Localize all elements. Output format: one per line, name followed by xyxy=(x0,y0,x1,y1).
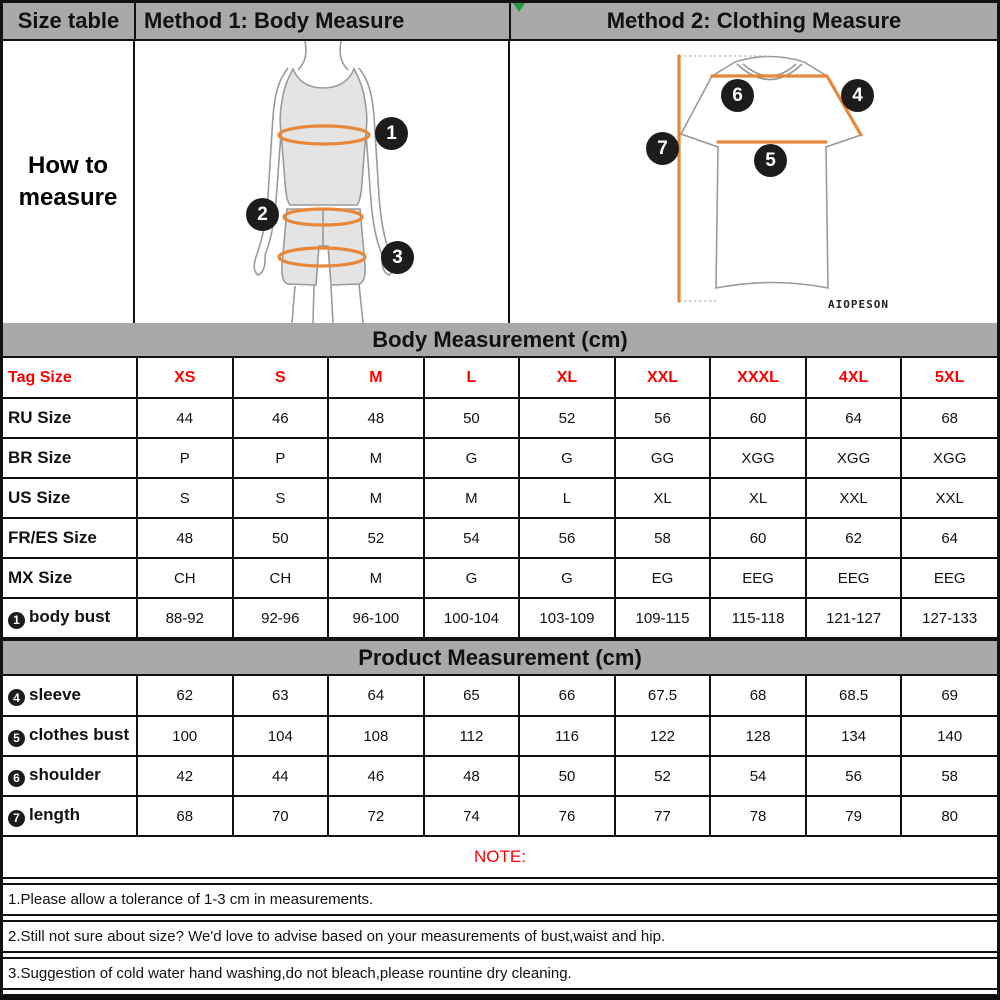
size-column-header: S xyxy=(233,358,329,398)
value-cell: 62 xyxy=(137,676,233,716)
shirt-marker-4: 4 xyxy=(841,79,874,112)
size-column-header: L xyxy=(424,358,520,398)
notes-list xyxy=(3,883,997,990)
row-label-text: clothes bust xyxy=(29,725,130,745)
row-marker-icon: 7 xyxy=(8,810,25,827)
value-cell: XL xyxy=(615,478,711,518)
size-column-header: M xyxy=(328,358,424,398)
green-corner-icon xyxy=(513,3,525,12)
size-column-header: XS xyxy=(137,358,233,398)
value-cell: 44 xyxy=(137,398,233,438)
value-cell: 56 xyxy=(615,398,711,438)
row-marker-icon: 5 xyxy=(8,730,25,747)
value-cell: 46 xyxy=(328,756,424,796)
row-label xyxy=(3,716,137,756)
body-figure-illustration xyxy=(135,41,510,323)
table-row xyxy=(3,558,997,598)
row-label-text: sleeve xyxy=(29,684,81,704)
row-marker-icon: 4 xyxy=(8,689,25,706)
body-measurement-table xyxy=(3,358,997,639)
value-cell: 48 xyxy=(424,756,520,796)
table-row xyxy=(3,756,997,796)
clothing-measure-diagram xyxy=(510,41,997,323)
value-cell: 54 xyxy=(424,518,520,558)
row-label xyxy=(3,398,137,438)
value-cell: M xyxy=(328,478,424,518)
value-cell: 74 xyxy=(424,796,520,836)
value-cell: 108 xyxy=(328,716,424,756)
value-cell: 69 xyxy=(901,676,997,716)
value-cell: GG xyxy=(615,438,711,478)
table-row xyxy=(3,598,997,638)
value-cell: 46 xyxy=(233,398,329,438)
value-cell: 72 xyxy=(328,796,424,836)
value-cell: 92-96 xyxy=(233,598,329,638)
size-column-header: XXL xyxy=(615,358,711,398)
row-label xyxy=(3,438,137,478)
value-cell: 68 xyxy=(901,398,997,438)
note-item xyxy=(3,883,997,916)
value-cell: CH xyxy=(233,558,329,598)
product-measurement-band xyxy=(3,639,997,676)
how-to-measure-cell xyxy=(3,41,135,323)
table-row xyxy=(3,478,997,518)
value-cell: 64 xyxy=(806,398,902,438)
brand-watermark: AIOPESON xyxy=(828,298,889,311)
row-label xyxy=(3,756,137,796)
value-cell: 76 xyxy=(519,796,615,836)
shirt-marker-7: 7 xyxy=(646,132,679,165)
value-cell: 58 xyxy=(901,756,997,796)
value-cell: 48 xyxy=(328,398,424,438)
value-cell: G xyxy=(424,558,520,598)
value-cell: 116 xyxy=(519,716,615,756)
value-cell: 60 xyxy=(710,518,806,558)
value-cell: XL xyxy=(710,478,806,518)
value-cell: 128 xyxy=(710,716,806,756)
row-marker-icon: 6 xyxy=(8,770,25,787)
value-cell: 50 xyxy=(519,756,615,796)
value-cell: XGG xyxy=(806,438,902,478)
value-cell: 60 xyxy=(710,398,806,438)
value-cell: L xyxy=(519,478,615,518)
value-cell: 63 xyxy=(233,676,329,716)
value-cell: 80 xyxy=(901,796,997,836)
diagram-row xyxy=(3,41,997,323)
body-marker-1: 1 xyxy=(375,117,408,150)
how-to-measure-label: How to measure xyxy=(18,151,118,211)
value-cell: CH xyxy=(137,558,233,598)
value-cell: 68 xyxy=(137,796,233,836)
value-cell: 66 xyxy=(519,676,615,716)
value-cell: 48 xyxy=(137,518,233,558)
value-cell: 121-127 xyxy=(806,598,902,638)
value-cell: P xyxy=(137,438,233,478)
body-marker-2: 2 xyxy=(246,198,279,231)
row-label-text: MX Size xyxy=(8,568,73,587)
value-cell: M xyxy=(328,558,424,598)
top-header xyxy=(3,3,997,41)
value-cell: 56 xyxy=(806,756,902,796)
value-cell: 62 xyxy=(806,518,902,558)
table-row xyxy=(3,438,997,478)
table-row xyxy=(3,518,997,558)
note-heading xyxy=(3,837,997,879)
table-row xyxy=(3,676,997,716)
row-label xyxy=(3,518,137,558)
size-column-header: XXXL xyxy=(710,358,806,398)
value-cell: 50 xyxy=(424,398,520,438)
row-label xyxy=(3,598,137,638)
size-header-row xyxy=(3,358,997,398)
size-table-title xyxy=(3,3,136,39)
value-cell: P xyxy=(233,438,329,478)
row-label xyxy=(3,796,137,836)
row-label-text: US Size xyxy=(8,488,71,507)
row-label-text: RU Size xyxy=(8,408,72,427)
value-cell: EG xyxy=(615,558,711,598)
row-label xyxy=(3,676,137,716)
value-cell: 68.5 xyxy=(806,676,902,716)
value-cell: 44 xyxy=(233,756,329,796)
note-item-text: 2.Still not sure about size? We'd love to advise based on your measurements of bust,waist and hip. xyxy=(8,928,666,945)
product-measurement-table xyxy=(3,676,997,837)
value-cell: EEG xyxy=(806,558,902,598)
value-cell: G xyxy=(519,558,615,598)
value-cell: 104 xyxy=(233,716,329,756)
value-cell: 54 xyxy=(710,756,806,796)
body-measure-diagram xyxy=(135,41,510,323)
value-cell: 42 xyxy=(137,756,233,796)
value-cell: 64 xyxy=(901,518,997,558)
product-measurement-title: Product Measurement (cm) xyxy=(358,644,642,670)
value-cell: XGG xyxy=(710,438,806,478)
row-label-text: length xyxy=(29,805,80,825)
value-cell: 96-100 xyxy=(328,598,424,638)
value-cell: XXL xyxy=(901,478,997,518)
note-heading-label: NOTE: xyxy=(474,847,526,866)
value-cell: 77 xyxy=(615,796,711,836)
value-cell: 70 xyxy=(233,796,329,836)
value-cell: 127-133 xyxy=(901,598,997,638)
value-cell: 100 xyxy=(137,716,233,756)
value-cell: 88-92 xyxy=(137,598,233,638)
method1-title xyxy=(136,3,511,39)
value-cell: 58 xyxy=(615,518,711,558)
note-item xyxy=(3,957,997,990)
table-row xyxy=(3,398,997,438)
value-cell: 67.5 xyxy=(615,676,711,716)
value-cell: 52 xyxy=(328,518,424,558)
method2-label: Method 2: Clothing Measure xyxy=(606,8,902,33)
row-label-text: shoulder xyxy=(29,765,101,785)
value-cell: 50 xyxy=(233,518,329,558)
value-cell: S xyxy=(233,478,329,518)
row-label-text: body bust xyxy=(29,607,111,627)
note-item xyxy=(3,920,997,953)
value-cell: 140 xyxy=(901,716,997,756)
shirt-marker-6: 6 xyxy=(721,79,754,112)
value-cell: 78 xyxy=(710,796,806,836)
note-item-text: 1.Please allow a tolerance of 1-3 cm in measurements. xyxy=(8,891,374,908)
row-label-text: FR/ES Size xyxy=(8,528,97,547)
value-cell: 64 xyxy=(328,676,424,716)
value-cell: 52 xyxy=(615,756,711,796)
value-cell: 65 xyxy=(424,676,520,716)
value-cell: XGG xyxy=(901,438,997,478)
value-cell: 134 xyxy=(806,716,902,756)
size-column-header: XL xyxy=(519,358,615,398)
value-cell: 115-118 xyxy=(710,598,806,638)
method2-title xyxy=(511,3,997,39)
body-measurement-title: Body Measurement (cm) xyxy=(372,326,628,352)
value-cell: 122 xyxy=(615,716,711,756)
size-column-header: 5XL xyxy=(901,358,997,398)
table-row xyxy=(3,796,997,836)
value-cell: M xyxy=(328,438,424,478)
value-cell: EEG xyxy=(901,558,997,598)
size-table-label: Size table xyxy=(17,8,120,33)
value-cell: 68 xyxy=(710,676,806,716)
value-cell: G xyxy=(519,438,615,478)
method1-label: Method 1: Body Measure xyxy=(144,8,405,33)
row-label xyxy=(3,478,137,518)
tag-size-label: Tag Size xyxy=(3,358,137,398)
row-label-text: BR Size xyxy=(8,448,72,467)
shirt-marker-5: 5 xyxy=(754,144,787,177)
value-cell: 56 xyxy=(519,518,615,558)
body-measurement-band xyxy=(3,323,997,358)
value-cell: 79 xyxy=(806,796,902,836)
value-cell: M xyxy=(424,478,520,518)
value-cell: G xyxy=(424,438,520,478)
value-cell: 100-104 xyxy=(424,598,520,638)
table-row xyxy=(3,716,997,756)
value-cell: 103-109 xyxy=(519,598,615,638)
value-cell: 112 xyxy=(424,716,520,756)
value-cell: EEG xyxy=(710,558,806,598)
size-column-header: 4XL xyxy=(806,358,902,398)
value-cell: XXL xyxy=(806,478,902,518)
body-marker-3: 3 xyxy=(381,241,414,274)
value-cell: 52 xyxy=(519,398,615,438)
row-label xyxy=(3,558,137,598)
row-marker-icon: 1 xyxy=(8,612,25,629)
note-item-text: 3.Suggestion of cold water hand washing,do not bleach,please rountine dry cleaning. xyxy=(8,965,572,982)
tshirt-illustration xyxy=(510,41,997,323)
value-cell: 109-115 xyxy=(615,598,711,638)
value-cell: S xyxy=(137,478,233,518)
